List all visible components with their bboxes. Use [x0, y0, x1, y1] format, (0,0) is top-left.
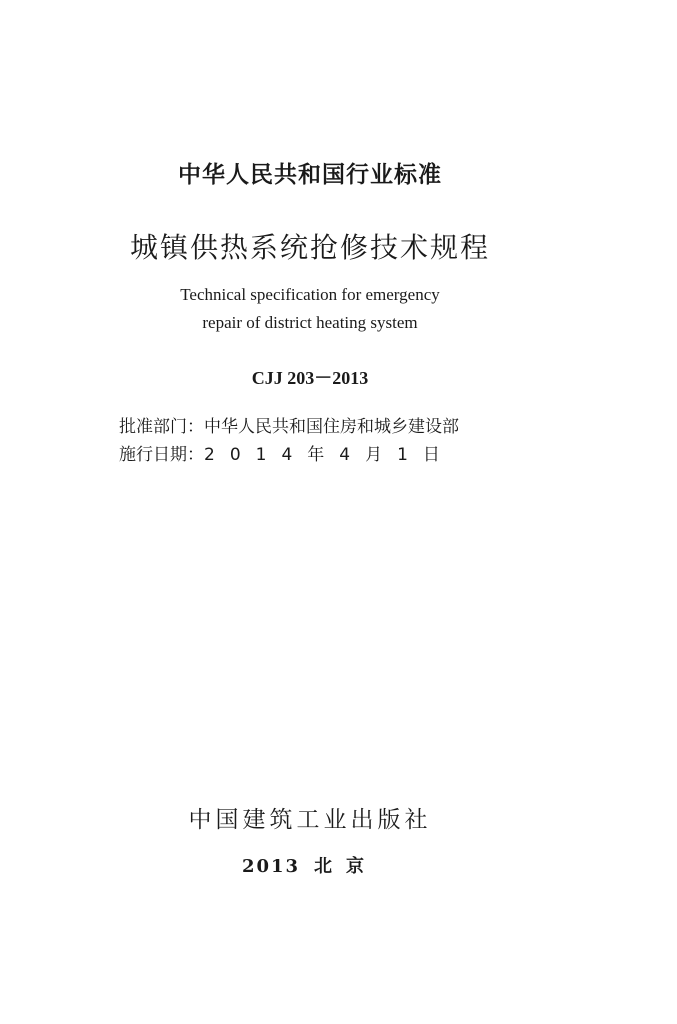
document-title-chinese: 城镇供热系统抢修技术规程	[129, 231, 490, 264]
publisher-name: 中国建筑工业出版社	[188, 807, 432, 833]
publication-place: 北京	[314, 856, 379, 877]
approval-department-label: 批准部门：	[119, 417, 204, 437]
effective-date-label: 施行日期：	[119, 445, 204, 465]
effective-date-row	[119, 440, 455, 465]
effective-date-value: 2014年4月1日	[204, 445, 455, 465]
standard-category-heading: 中华人民共和国行业标准	[178, 162, 442, 188]
publication-year-place	[0, 852, 620, 878]
publication-year: 2013	[241, 856, 301, 877]
approval-department-value: 中华人民共和国住房和城乡建设部	[204, 417, 459, 437]
document-title-english-line1: Technical specification for emergency	[180, 285, 440, 304]
standard-code: CJJ 203－2013	[251, 368, 369, 388]
approval-department-row	[119, 412, 459, 437]
document-title-english-line2: repair of district heating system	[202, 313, 418, 332]
